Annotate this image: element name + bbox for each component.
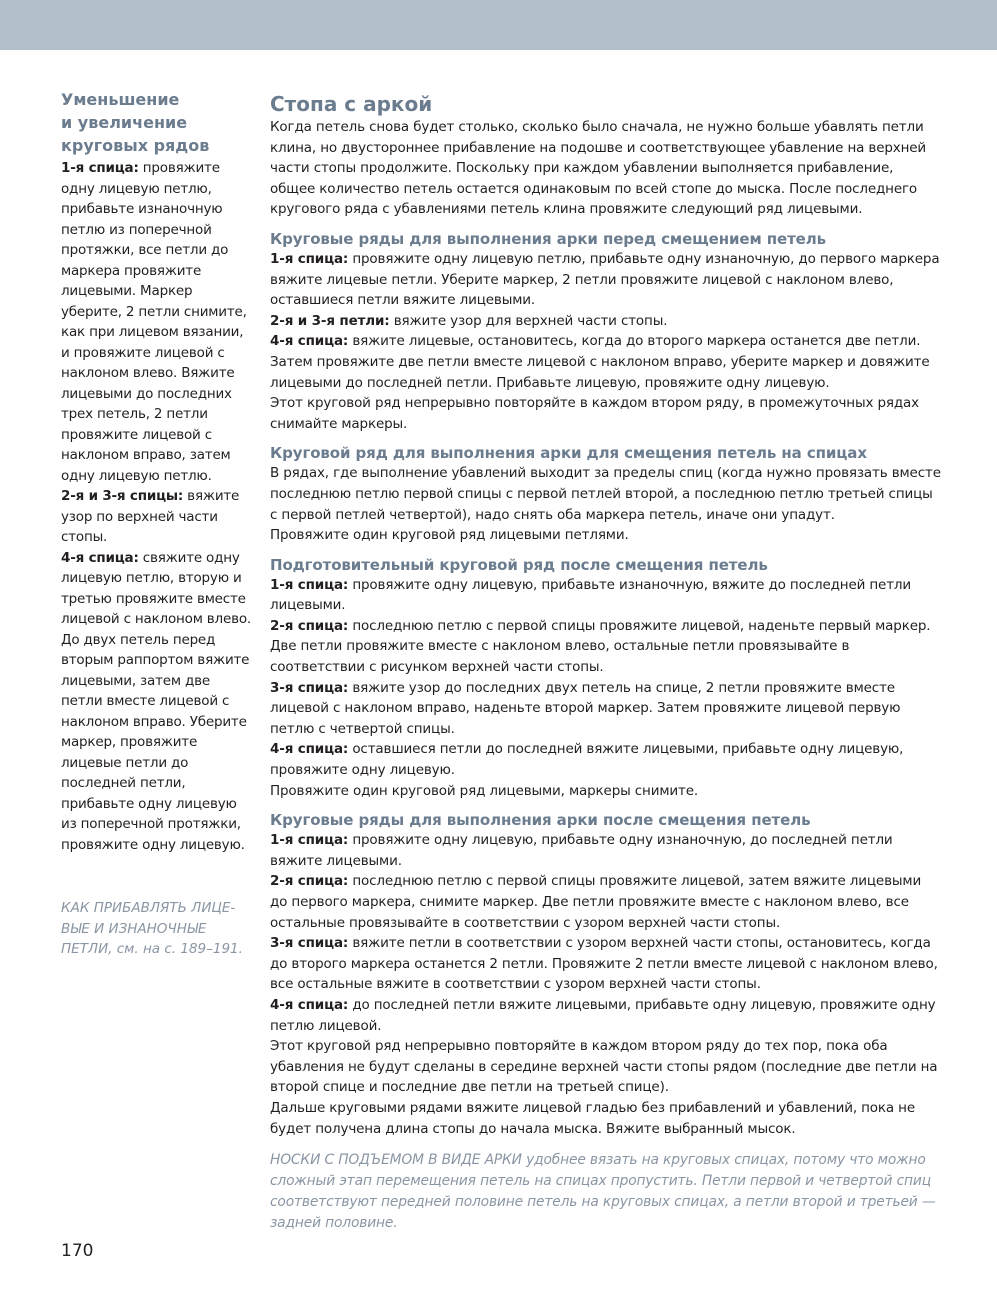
section-paragraph: [270, 739, 942, 780]
paragraph-text: провяжите одну лицевую петлю, прибавьте изнаночную петлю из поперечной протяжки, все петли до маркера провяжите лицевыми. Маркер уберите, 2 петли снимите, как при лицевом вязании, и провяжите лицевой с наклоном влево. Вяжите лицевыми до последних трех петель, 2 петли провяжите лицевой с наклоном вправо, затем одну лицевую петлю.: [61, 160, 247, 484]
section-paragraph: [270, 249, 942, 311]
section-paragraph: [270, 871, 942, 933]
paragraph-text: вяжите лицевые, остановитесь, когда до второго маркера останется две петли. Затем провяжите две петли вместе лицевой с наклоном вправо, уберите маркер и довяжите лицевыми до последней петли. Прибавьте лицевую, провяжите одну лицевую.: [270, 333, 930, 391]
sidebar-paragraph: [61, 486, 253, 548]
section-heading: Круговой ряд для выполнения арки для смещения петель на спицах: [270, 444, 867, 463]
paragraph-text: до последней петли вяжите лицевыми, прибавьте одну лицевую, провяжите одну петлю лицевой.: [270, 996, 936, 1034]
sidebar-paragraph: [61, 158, 253, 486]
paragraph-text: последнюю петлю с первой спицы провяжите лицевой, затем вяжите лицевыми до первого маркера, снимите маркер. Две петли провяжите вместе с наклоном влево, все остальные провязывайте в соответствии с узором верхней части стопы.: [270, 873, 922, 931]
section-paragraph: В рядах, где выполнение убавлений выходит за пределы спиц (когда нужно провязать вместе последнюю петлю первой спицы с первой петлей второй, а последнюю петлю третьей спицы с первой петлей четвертой), надо снять оба маркера петель, иначе они упадут.: [270, 465, 941, 523]
section-paragraph: Этот круговой ряд непрерывно повторяйте в каждом втором ряду, в промежуточных рядах снимайте маркеры.: [270, 395, 919, 432]
sidebar-title-line: Уменьшение: [61, 90, 180, 109]
paragraph-lead: 2-я спица:: [270, 873, 349, 890]
note-line: ВЫЕ И ИЗНАНОЧНЫЕ: [61, 920, 207, 937]
sidebar: [61, 88, 253, 960]
paragraph-lead: 4-я спица:: [270, 741, 349, 758]
paragraph-text: провяжите одну лицевую, прибавьте одну изнаночную, до последней петли вяжите лицевыми.: [270, 832, 893, 869]
paragraph-lead: 4-я спица:: [270, 996, 349, 1013]
section-paragraph: [270, 995, 942, 1036]
section-paragraph: Дальше круговыми рядами вяжите лицевой гладью без прибавлений и убавлений, пока не будет получена длина стопы до начала мыска. Вяжите выбранный мысок.: [270, 1099, 915, 1137]
paragraph-text: провяжите одну лицевую петлю, прибавьте одну изнаночную, до первого маркера вяжите лицевые петли. Уберите маркер, 2 петли провяжите лицевой с наклоном влево, оставшиеся петли вяжите лицевыми.: [270, 250, 940, 309]
section-paragraph: [270, 575, 942, 616]
sidebar-paragraph: [61, 548, 253, 856]
main-column: [270, 91, 942, 1234]
paragraph-lead: 4-я спица:: [270, 333, 349, 350]
paragraph-lead: 1-я спица:: [61, 160, 139, 176]
paragraph-text: вяжите узор для верхней части стопы.: [389, 312, 668, 329]
bottom-note: НОСКИ С ПОДЪЕМОМ В ВИДЕ АРКИ удобнее вязать на круговых спицах, потому что можно сложный этап перемещения петель на спицах пропустить. Петли первой и четвертой спиц соответствуют передней половине петель на круговых спицах, а петли второй и третьей — задней половине.: [270, 1152, 936, 1232]
section-paragraph: Провяжите один круговой ряд лицевыми, маркеры снимите.: [270, 782, 699, 799]
sidebar-title: [61, 88, 253, 157]
header-band: [0, 0, 997, 50]
paragraph-text: вяжите узор по верхней части стопы.: [61, 488, 240, 545]
paragraph-text: вяжите узор до последних двух петель на спице, 2 петли провяжите вместе лицевой с наклоном вправо, наденьте второй маркер. Затем провяжите лицевой первую петлю с четвертой спицы.: [270, 679, 901, 737]
intro-paragraph: Когда петель снова будет столько, сколько было сначала, не нужно больше убавлять петли клина, но двустороннее прибавление на подошве и соответствующее убавление на верхней части стопы продолжите. Поскольку при каждом убавлении выполняется прибавление, общее количество петель остается одинаковым по всей стопе до мыска. После последнего кругового ряда с убавлениями петель клина провяжите следующий ряд лицевыми.: [270, 119, 927, 218]
sidebar-text: [61, 158, 253, 855]
sidebar-title-line: и увеличение: [61, 113, 188, 132]
section-heading: Круговые ряды для выполнения арки перед смещением петель: [270, 229, 827, 248]
paragraph-lead: 2-я и 3-я спицы:: [61, 488, 184, 504]
paragraph-text: оставшиеся петли до последней вяжите лицевыми, прибавьте одну лицевую, провяжите одну лицевую.: [270, 741, 904, 779]
section-paragraph: [270, 933, 942, 995]
section-paragraph: [270, 616, 942, 678]
section-heading: Круговые ряды для выполнения арки после смещения петель: [270, 811, 811, 830]
paragraph-lead: 1-я спица:: [270, 576, 349, 593]
paragraph-text: свяжите одну лицевую петлю, вторую и третью провяжите вместе лицевой с наклоном влево. До двух петель перед вторым раппортом вяжите лицевыми, затем две петли вместе лицевой с наклоном вправо. Уберите маркер, провяжите лицевые петли до последней петли, прибавьте одну лицевую из поперечной протяжки, провяжите одну лицевую.: [61, 549, 251, 853]
paragraph-text: провяжите одну лицевую, прибавьте изнаночную, вяжите до последней петли лицевыми.: [270, 576, 912, 614]
sidebar-cross-reference: [61, 898, 253, 960]
paragraph-lead: 2-я спица:: [270, 617, 349, 634]
section-paragraph: [270, 331, 942, 393]
paragraph-text: последнюю петлю с первой спицы провяжите лицевой, наденьте первый маркер. Две петли провяжите вместе с наклоном влево, остальные петли провязывайте в соответствии с рисунком верхней части стопы.: [270, 617, 931, 676]
paragraph-lead: 4-я спица:: [61, 549, 139, 566]
section-heading: Подготовительный круговой ряд после смещения петель: [270, 555, 768, 574]
paragraph-lead: 1-я спица:: [270, 250, 349, 267]
page-title: Стопа с аркой: [270, 92, 433, 116]
paragraph-lead: 3-я спица:: [270, 679, 349, 696]
section-paragraph: [270, 311, 942, 332]
section-paragraph: [270, 830, 942, 871]
paragraph-lead: 2-я и 3-я петли:: [270, 312, 390, 329]
paragraph-lead: 3-я спица:: [270, 935, 349, 952]
section-paragraph: [270, 678, 942, 740]
section-paragraph: Этот круговой ряд непрерывно повторяйте в каждом втором ряду до тех пор, пока оба убавления не будут сделаны в середине верхней части стопы рядом (последние две петли на второй спице и последние две петли на третьей спице).: [270, 1038, 938, 1096]
note-line: КАК ПРИБАВЛЯТЬ ЛИЦЕ-: [61, 900, 236, 916]
page-number: 170: [61, 1241, 94, 1261]
paragraph-lead: 1-я спица:: [270, 832, 349, 849]
section-paragraph: Провяжите один круговой ряд лицевыми петлями.: [270, 527, 629, 544]
note-line: ПЕТЛИ, см. на с. 189–191.: [61, 941, 243, 957]
sidebar-title-line: круговых рядов: [61, 136, 210, 155]
paragraph-text: вяжите петли в соответствии с узором верхней части стопы, остановитесь, когда до второго маркера останется 2 петли. Провяжите 2 петли вместе лицевой с наклоном влево, все остальные вяжите в соответствии с узором верхней части стопы.: [270, 935, 938, 993]
